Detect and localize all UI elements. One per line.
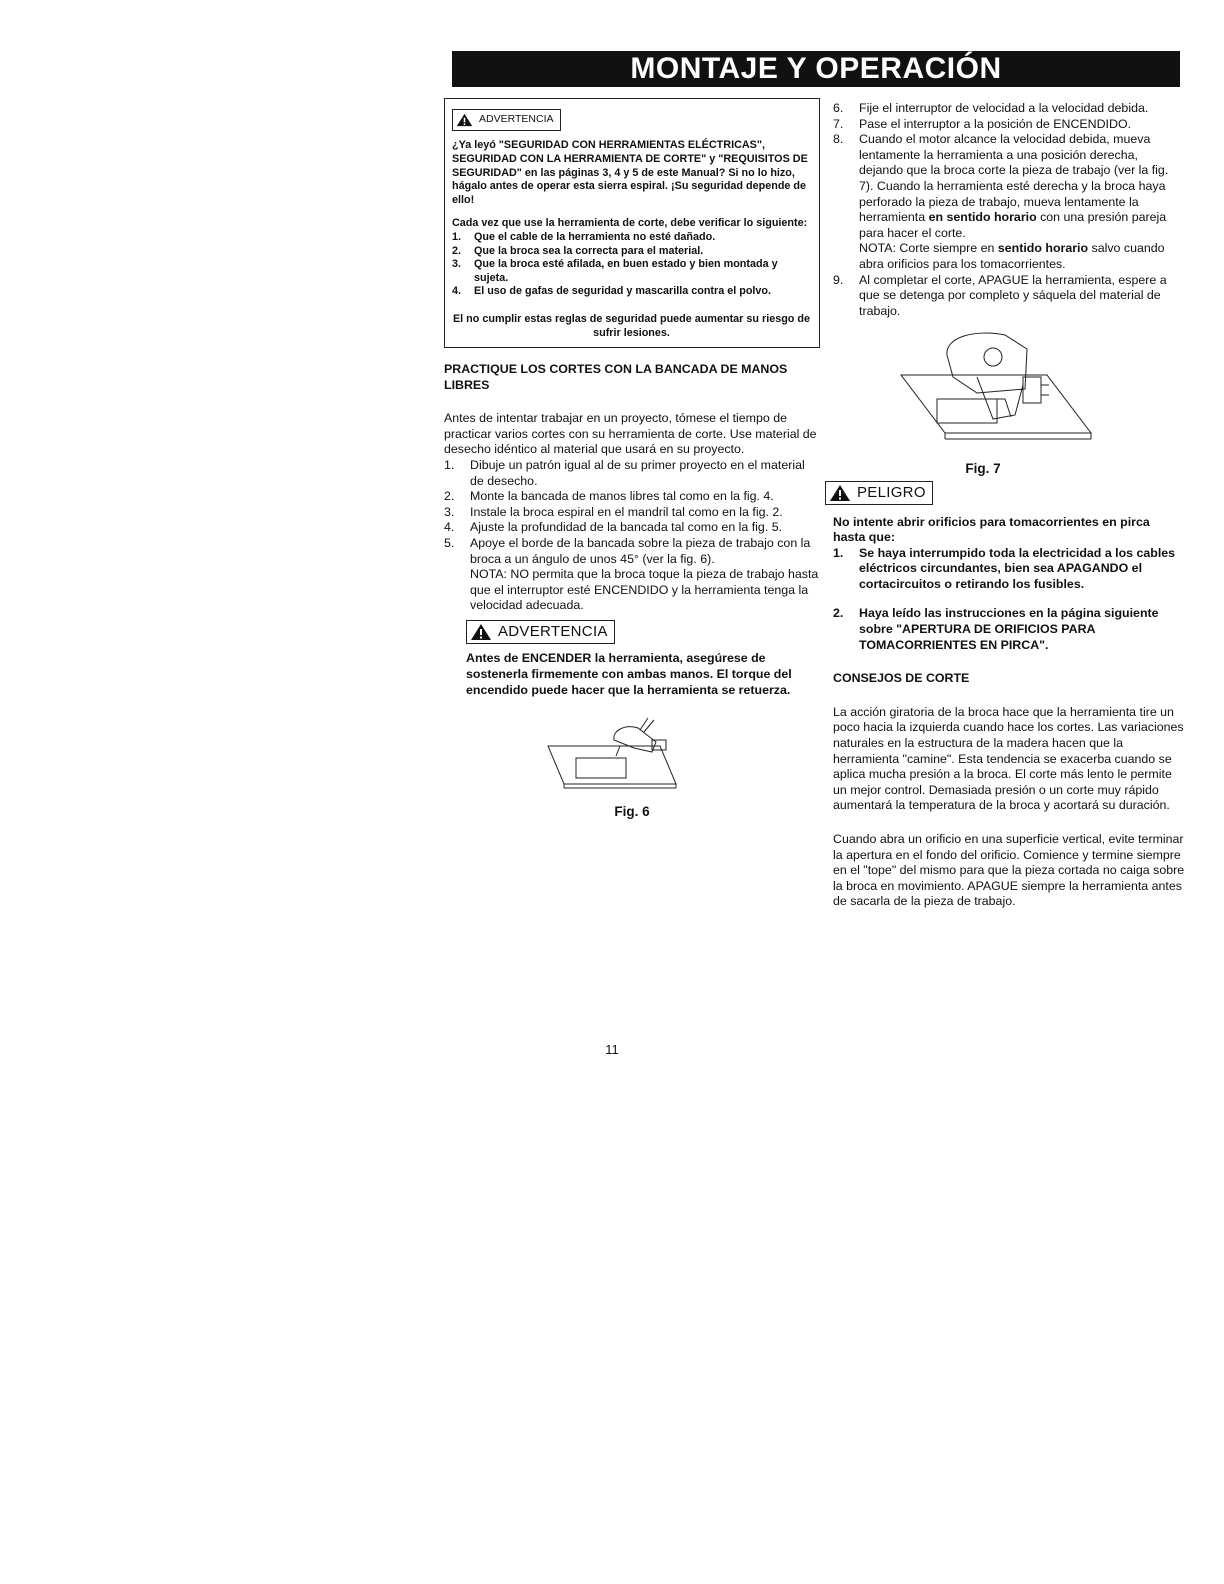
- list-item: 9. Al completar el corte, APAGUE la herramienta, espere a que se detenga por completo y sáquela del material de trabajo.: [833, 272, 1167, 318]
- practice-heading: PRACTIQUE LOS CORTES CON LA BANCADA DE MANOS LIBRES: [444, 362, 788, 392]
- warning-triangle-icon: [829, 484, 851, 502]
- warning2-block: [444, 620, 820, 698]
- tips-paragraph-1: La acción giratoria de la broca hace que la herramienta tire un poco hacia la izquierda cuando hace los cortes. Las variaciones naturales en la estructura de la madera hacen que la herramienta "camine". Esta tendencia se exacerba cuando se aplica mucha presión a la broca. El corte más lento le permite un mejor control. Demasiada presión o un corte muy rápido aumentará la temperatura de la broca y acortará su duración.: [833, 704, 1184, 813]
- warning2-tag-label: ADVERTENCIA: [498, 623, 608, 641]
- fig7-caption: Fig. 7: [965, 461, 1001, 477]
- warning-box: [444, 98, 820, 348]
- list-item: 4. Ajuste la profundidad de la bancada tal como en la fig. 5.: [444, 520, 783, 535]
- fig6-caption: Fig. 6: [614, 803, 650, 819]
- list-item: 1. Se haya interrumpido toda la electricidad a los cables eléctricos circundantes, bien sea APAGANDO el cortacircuitos o retirando los fusibles.: [833, 545, 1176, 591]
- practice-intro: Antes de intentar trabajar en un proyecto, tómese el tiempo de practicar varios cortes con su herramienta de corte. Use material de desecho idéntico al material que usará en su proyecto.: [444, 411, 817, 457]
- warning-tag: [452, 109, 561, 131]
- list-item: 2. Haya leído las instrucciones en la página siguiente sobre "APERTURA DE ORIFICIOS PARA TOMACORRIENTES EN PIRCA".: [833, 606, 1159, 652]
- practice-steps: [444, 458, 820, 614]
- list-item: 4. El uso de gafas de seguridad y mascarilla contra el polvo.: [452, 285, 772, 298]
- warning-check-list: [452, 231, 811, 299]
- danger-list: [833, 546, 1185, 654]
- right-column: [833, 101, 1185, 910]
- list-item: 1. Que el cable de la herramienta no esté dañado.: [452, 230, 716, 243]
- practice-note: NOTA: NO permita que la broca toque la pieza de trabajo hasta que el interruptor esté ENCENDIDO y la herramienta tenga la velocidad adecuada.: [470, 567, 819, 613]
- danger-intro: No intente abrir orificios para tomacorrientes en pirca hasta que:: [833, 514, 1150, 545]
- fig7-illustration: [897, 329, 1093, 453]
- list-item: 2. Monte la bancada de manos libres tal como en la fig. 4.: [444, 489, 774, 504]
- danger-tag-label: PELIGRO: [857, 484, 926, 502]
- list-item: 8. Cuando el motor alcance la velocidad debida, mueva lentamente la herramienta a una posición derecha, dejando que la broca corte la pieza de trabajo (ver la fig. 7). Cuando la herramienta esté derecha y la broca haya perforado la pieza de trabajo, mueva lentamente la herramienta en sentido horario con una presión pareja para hacer el corte. NOTA: Corte siempre en sentido horario salvo cuando abra orificios para los tomacorrientes.: [833, 132, 1169, 271]
- list-item: 1. Dibuje un patrón igual al de su primer proyecto en el material de desecho.: [444, 458, 805, 488]
- list-item: 3. Instale la broca espiral en el mandril tal como en la fig. 2.: [444, 504, 783, 519]
- left-column: [444, 98, 820, 819]
- section-banner: [452, 51, 1180, 87]
- list-item: 7. Pase el interruptor a la posición de ENCENDIDO.: [833, 116, 1132, 131]
- warning2-tag: [466, 620, 615, 644]
- page-title: MONTAJE Y OPERACIÓN: [630, 52, 1002, 85]
- tips-heading: CONSEJOS DE CORTE: [833, 671, 970, 686]
- warning-footer: El no cumplir estas reglas de seguridad puede aumentar su riesgo de sufrir lesiones.: [452, 312, 810, 339]
- list-item: 6. Fije el interruptor de velocidad a la velocidad debida.: [833, 101, 1149, 115]
- warning2-text: Antes de ENCENDER la herramienta, asegúrese de sostenerla firmemente con ambas manos. El torque del encendido puede hacer que la herramienta se retuerza.: [466, 650, 792, 697]
- warning-intro: ¿Ya leyó "SEGURIDAD CON HERRAMIENTAS ELÉCTRICAS", SEGURIDAD CON LA HERRAMIENTA DE CORTE" y "REQUISITOS DE SEGURIDAD" en las páginas 3, 4 y 5 de este Manual? Si no lo hizo, hágalo antes de operar esta sierra espiral. ¡Su seguridad depende de ello!: [452, 139, 808, 206]
- list-item: 3. Que la broca esté afilada, en buen estado y bien montada y sujeta.: [452, 258, 778, 284]
- page-number: 11: [605, 1042, 619, 1057]
- list-item: 2. Que la broca sea la correcta para el material.: [452, 244, 704, 257]
- steps-continued: [833, 101, 1185, 319]
- warning-check-intro: Cada vez que use la herramienta de corte, debe verificar lo siguiente:: [452, 217, 808, 230]
- fig6-illustration: [544, 712, 684, 794]
- tips-paragraph-2: Cuando abra un orificio en una superficie vertical, evite terminar la apertura en el fondo del orificio. Comience y termine siempre en el "tope" del mismo para que la pieza cortada no caiga sobre la broca en movimiento. APAGUE siempre la herramienta antes de sacarla de la pieza de trabajo.: [833, 832, 1185, 909]
- list-item: 5. Apoye el borde de la bancada sobre la pieza de trabajo con la broca a un ángulo de unos 45° (ver la fig. 6). NOTA: NO permita que la broca toque la pieza de trabajo hasta que el interruptor esté ENCENDIDO y la herramienta tenga la velocidad adecuada.: [444, 536, 819, 613]
- danger-tag: [825, 481, 933, 505]
- warning-tag-label: ADVERTENCIA: [479, 113, 554, 125]
- warning-triangle-icon: [456, 113, 473, 127]
- warning-triangle-icon: [470, 623, 492, 641]
